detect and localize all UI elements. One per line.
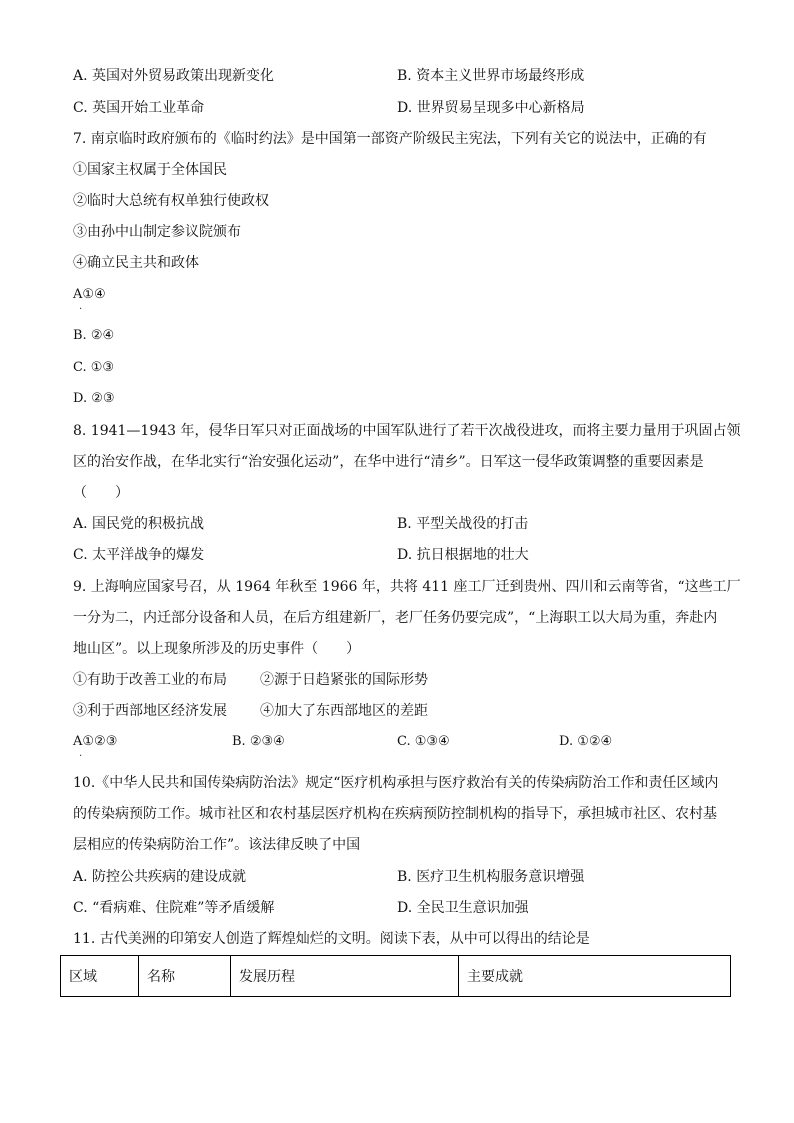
q7-option-c: C. ①③ [73, 360, 115, 375]
q9-option-b: B. ②③④ [232, 734, 285, 749]
q9-item-1: ①有助于改善工业的布局 [73, 672, 227, 688]
q10-stem-line2: 的传染病预防工作。城市社区和农村基层医疗机构在疾病预防控制机构的指导下，承担城市社区、农村基 [73, 806, 717, 822]
q8-stem-line1: 8. 1941—1943 年，侵华日军只对正面战场的中国军队进行了若干次战役进攻，而将主要力量用于巩固占领 [73, 423, 741, 439]
q9-stem-line1: 9. 上海响应国家号召，从 1964 年秋至 1966 年，共将 411 座工厂迁到贵州、四川和云南等省，“这些工厂 [73, 579, 741, 595]
q9-option-c: C. ①③④ [397, 734, 450, 749]
q10-option-c: C. “看病难、住院难”等矛盾缓解 [73, 900, 275, 916]
q8-stem-line2: 区的治安作战，在华北实行“治安强化运动”，在华中进行“清乡”。日军这一侵华政策调整的重要因素是 [73, 454, 704, 470]
q10-option-a: A. 防控公共疾病的建设成就 [73, 869, 247, 885]
q6-option-a: A. 英国对外贸易政策出现新变化 [73, 68, 275, 84]
q9-item-3: ③利于西部地区经济发展 [73, 703, 227, 719]
table-header-row [61, 956, 731, 997]
table-header-cell: 主要成就 [459, 956, 731, 997]
q11-stem: 11. 古代美洲的印第安人创造了辉煌灿烂的文明。阅读下表，从中可以得出的结论是 [73, 931, 590, 947]
q9-stem-line2: 一分为二，内迁部分设备和人员，在后方组建新厂，老厂任务仍要完成”，“上海职工以大局为重，奔赴内 [73, 610, 718, 626]
q7-item-2: ②临时大总统有权单独行使政权 [73, 193, 269, 209]
table-header-cell: 名称 [139, 956, 231, 997]
q8-option-d: D. 抗日根据地的壮大 [397, 547, 529, 563]
q7-stem: 7. 南京临时政府颁布的《临时约法》是中国第一部资产阶级民主宪法，下列有关它的说法中，正确的有 [73, 131, 707, 147]
q9-item-4: ④加大了东西部地区的差距 [260, 703, 428, 719]
stray-dot: · [79, 751, 83, 762]
q9-option-d: D. ①②④ [559, 734, 613, 749]
q6-option-d: D. 世界贸易呈现多中心新格局 [397, 100, 585, 116]
table-header-cell: 区域 [61, 956, 139, 997]
q6-option-b: B. 资本主义世界市场最终形成 [397, 68, 585, 84]
q7-option-b: B. ②④ [73, 328, 115, 343]
q7-option-a: A①④ [73, 287, 106, 302]
q10-option-b: B. 医疗卫生机构服务意识增强 [397, 869, 585, 885]
q7-item-1: ①国家主权属于全体国民 [73, 162, 227, 178]
q7-item-3: ③由孙中山制定参议院颁布 [73, 224, 241, 240]
q8-option-a: A. 国民党的积极抗战 [73, 516, 205, 532]
q9-item-2: ②源于日趋紧张的国际形势 [260, 672, 428, 688]
q7-item-4: ④确立民主共和政体 [73, 255, 199, 271]
q8-option-b: B. 平型关战役的打击 [397, 516, 529, 532]
q9-option-a: A①②③ [73, 734, 118, 749]
q6-option-c: C. 英国开始工业革命 [73, 100, 205, 116]
q10-option-d: D. 全民卫生意识加强 [397, 900, 529, 916]
q8-stem-line3: （ ） [73, 485, 129, 501]
table-header-cell: 发展历程 [231, 956, 459, 997]
q10-stem-line1: 10.《中华人民共和国传染病防治法》规定“医疗机构承担与医疗救治有关的传染病防治工作和责任区域内 [73, 775, 719, 791]
q11-table [60, 955, 731, 997]
q10-stem-line3: 层相应的传染病防治工作”。该法律反映了中国 [73, 837, 361, 853]
stray-dot: · [79, 304, 83, 315]
q9-stem-line3: 地山区”。以上现象所涉及的历史事件（ ） [73, 641, 361, 657]
q8-option-c: C. 太平洋战争的爆发 [73, 547, 205, 563]
q7-option-d: D. ②③ [73, 391, 115, 406]
